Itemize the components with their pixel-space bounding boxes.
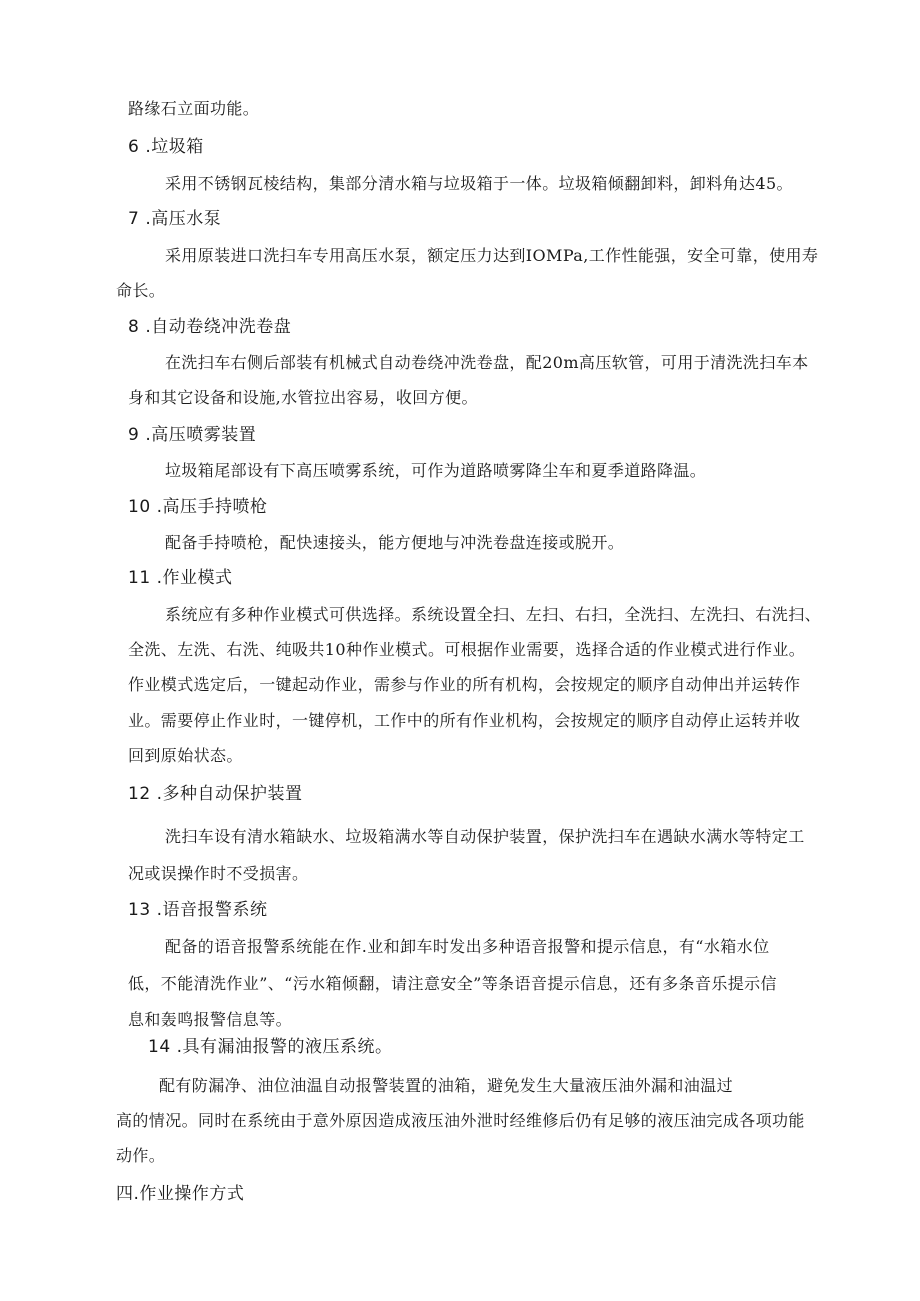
section-heading-7 bbox=[128, 208, 221, 230]
paragraph-line: 息和轰鸣报警信息等。 bbox=[128, 1010, 293, 1029]
heading-number: 13 bbox=[128, 900, 151, 920]
paragraph-line: 作业模式选定后，一键起动作业，需参与作业的所有机构，会按规定的顺序自动伸出并运转作 bbox=[128, 675, 801, 694]
heading-text: .高压手持喷枪 bbox=[156, 497, 268, 517]
heading-number: 12 bbox=[128, 784, 151, 804]
heading-text: .作业模式 bbox=[156, 568, 233, 588]
paragraph-line: 低，不能清洗作业”、“污水箱倾翻，请注意安全”等条语音提示信息，还有多条音乐提示信 bbox=[128, 974, 777, 993]
heading-text: .自动卷绕冲洗卷盘 bbox=[145, 317, 292, 337]
paragraph-line: 高的情况。同时在系统由于意外原因造成液压油外泄时经维修后仍有足够的液压油完成各项功能 bbox=[116, 1111, 805, 1130]
section-heading-11 bbox=[128, 567, 233, 589]
paragraph-line: 在洗扫车右侧后部装有机械式自动卷绕冲洗卷盘，配20m高压软管，可用于清洗洗扫车本 bbox=[165, 353, 809, 372]
paragraph-line: 采用原装进口洗扫车专用高压水泵，额定压力达到IOMPa,工作性能强，安全可靠，使用寿 bbox=[165, 246, 819, 265]
heading-number: 7 bbox=[128, 209, 140, 229]
heading-text: .高压喷雾装置 bbox=[145, 425, 257, 445]
heading-number: 9 bbox=[128, 425, 140, 445]
section-heading-13 bbox=[128, 899, 268, 921]
paragraph-line: 身和其它设备和设施,水管拉出容易，收回方便。 bbox=[128, 388, 478, 407]
paragraph-line: 配备的语音报警系统能在作.业和卸车时发出多种语音报警和提示信息，有“水箱水位 bbox=[165, 937, 770, 956]
paragraph-line: 垃圾箱尾部设有下高压喷雾系统，可作为道路喷雾降尘车和夏季道路降温。 bbox=[165, 461, 707, 480]
heading-text: .多种自动保护装置 bbox=[156, 784, 303, 804]
paragraph-line: 配备手持喷枪，配快速接头，能方便地与冲洗卷盘连接或脱开。 bbox=[165, 533, 625, 552]
heading-text: .高压水泵 bbox=[145, 209, 222, 229]
section-heading-9 bbox=[128, 424, 256, 446]
heading-text: .语音报警系统 bbox=[156, 900, 268, 920]
heading-number: 10 bbox=[128, 497, 151, 517]
paragraph-line: 全洗、左洗、右洗、纯吸共10种作业模式。可根据作业需要，选择合适的作业模式进行作业。 bbox=[128, 640, 806, 659]
section-heading-14 bbox=[148, 1036, 393, 1058]
heading-number: 14 bbox=[148, 1037, 171, 1057]
section-heading-10 bbox=[128, 496, 268, 518]
paragraph-line: 回到原始状态。 bbox=[128, 746, 243, 765]
heading-number: 11 bbox=[128, 568, 151, 588]
section-heading-12 bbox=[128, 783, 303, 805]
heading-text: .垃圾箱 bbox=[145, 137, 204, 157]
paragraph-line: 动作。 bbox=[116, 1146, 166, 1165]
section-heading-8 bbox=[128, 316, 291, 338]
heading-number: 8 bbox=[128, 317, 140, 337]
paragraph-line: 命长。 bbox=[116, 281, 166, 300]
paragraph-line: 系统应有多种作业模式可供选择。系统设置全扫、左扫、右扫，全洗扫、左洗扫、右洗扫、 bbox=[165, 605, 822, 624]
heading-text: 四.作业操作方式 bbox=[116, 1184, 245, 1204]
heading-text: .具有漏油报警的液压系统。 bbox=[176, 1037, 393, 1057]
paragraph-line: 路缘石立面功能。 bbox=[128, 99, 260, 118]
heading-number: 6 bbox=[128, 137, 140, 157]
section-heading-iv bbox=[116, 1183, 244, 1205]
paragraph-line: 采用不锈钢瓦棱结构，集部分清水箱与垃圾箱于一体。垃圾箱倾翻卸料，卸料角达45。 bbox=[165, 174, 793, 193]
paragraph-line: 洗扫车设有清水箱缺水、垃圾箱满水等自动保护装置，保护洗扫车在遇缺水满水等特定工 bbox=[165, 827, 805, 846]
paragraph-line: 配有防漏净、油位油温自动报警装置的油箱，避免发生大量液压油外漏和油温过 bbox=[159, 1076, 734, 1095]
paragraph-line: 况或误操作时不受损害。 bbox=[128, 864, 309, 883]
section-heading-6 bbox=[128, 136, 204, 158]
paragraph-line: 业。需要停止作业时，一键停机，工作中的所有作业机构，会按规定的顺序自动停止运转并收 bbox=[128, 711, 801, 730]
